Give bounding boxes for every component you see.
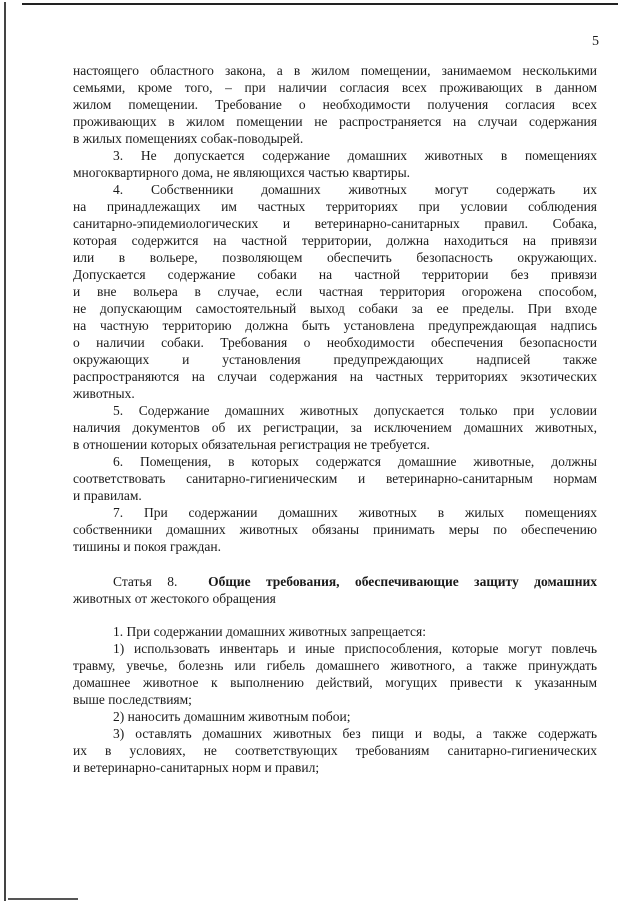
paragraph-5 [73,402,597,453]
text-line: не допускающим самостоятельный выход собаки за ее пределы. При входе [73,301,597,316]
text-line: семьями, кроме того, – при наличии согласия всех проживающих в данном [73,80,597,95]
text-line: проживающих в жилом помещении не распространяется на случаи содержания [73,114,597,129]
text-line: и правилам. [73,488,142,503]
article-heading-line [73,573,597,590]
page-number: 5 [592,34,599,49]
text-line: 5. Содержание домашних животных допускается только при условии [113,403,597,418]
text-line: многоквартирного дома, не являющихся частью квартиры. [73,165,411,180]
text-line: собственники домашних животных обязаны принимать меры по обеспечению [73,522,597,537]
text-line: и ветеринарно-санитарных норм и правил; [73,760,320,775]
text-line: выше последствиям; [73,692,192,707]
paragraph-3 [73,147,597,181]
text-line: травму, увечье, болезнь или гибель домашнего животного, а также принуждать [73,658,597,673]
text-line: в жилых помещениях собак-поводырей. [73,131,304,146]
text-line: которая содержится на частной территории, должна находиться на привязи [73,233,597,248]
subitem-3 [73,725,597,776]
text-line: или в вольере, позволяющем обеспечить безопасность окружающих. [73,250,597,265]
paragraph-7 [73,504,597,555]
text-line: окружающих и установления предупреждающих надписей также [73,352,597,367]
article-title-continuation: животных от жестокого обращения [73,591,276,606]
document-body [73,62,597,776]
text-line: жилом помещении. Требование о необходимости получения согласия всех [73,97,597,112]
text-line: 3) оставлять домашних животных без пищи и воды, а также содержать [113,726,597,741]
paragraph-6 [73,453,597,504]
text-line: 3. Не допускается содержание домашних животных в помещениях [113,148,597,163]
text-line: санитарно-эпидемиологических и ветеринарно-санитарных правил. Собака, [73,216,597,231]
article-prefix: Статья 8. [113,574,178,589]
text-line: 1) использовать инвентарь и иные приспособления, которые могут повлечь [113,641,597,656]
paragraph-continuation [73,62,597,147]
left-border-line [4,2,6,901]
text-line: настоящего областного закона, а в жилом помещении, занимаемом несколькими [73,63,597,78]
text-line: 1. При содержании домашних животных запрещается: [113,624,426,639]
text-line: соответствовать санитарно-гигиеническим и ветеринарно-санитарным нормам [73,471,597,486]
text-line: на принадлежащих им частных территориях при условии соблюдения [73,199,597,214]
text-line: распространяются на случаи содержания на частных территориях экзотических [73,369,597,384]
subitem-2 [73,708,597,725]
top-border-line [22,3,618,5]
text-line: домашнее животное к выполнению действий, могущих привести к указанным [73,675,597,690]
text-line: тишины и покоя граждан. [73,539,222,554]
text-line: о наличии собаки. Требования о необходимости обеспечения безопасности [73,335,597,350]
text-line: 2) наносить домашним животным побои; [113,709,351,724]
article-8-heading [73,573,597,607]
text-line: их в условиях, не соответствующих требованиям санитарно-гигиенических [73,743,597,758]
text-line: 4. Собственники домашних животных могут содержать их [113,182,597,197]
bottom-border-mark [8,898,78,900]
subitem-1 [73,640,597,708]
text-line: 6. Помещения, в которых содержатся домашние животные, должны [113,454,597,469]
text-line: Допускается содержание собаки на частной территории без привязи [73,267,597,282]
text-line: животных. [73,386,135,401]
text-line: на частную территорию должна быть установлена предупреждающая надпись [73,318,597,333]
text-line: и вне вольера в случае, если частная территория огорожена способом, [73,284,597,299]
article-title: Общие требования, обеспечивающие защиту домашних [208,574,598,589]
text-line: 7. При содержании домашних животных в жилых помещениях [113,505,597,520]
text-line: в отношении которых обязательная регистрация не требуется. [73,437,430,452]
item-1 [73,623,597,640]
text-line: наличия документов об их регистрации, за исключением домашних животных, [73,420,597,435]
paragraph-4 [73,181,597,402]
